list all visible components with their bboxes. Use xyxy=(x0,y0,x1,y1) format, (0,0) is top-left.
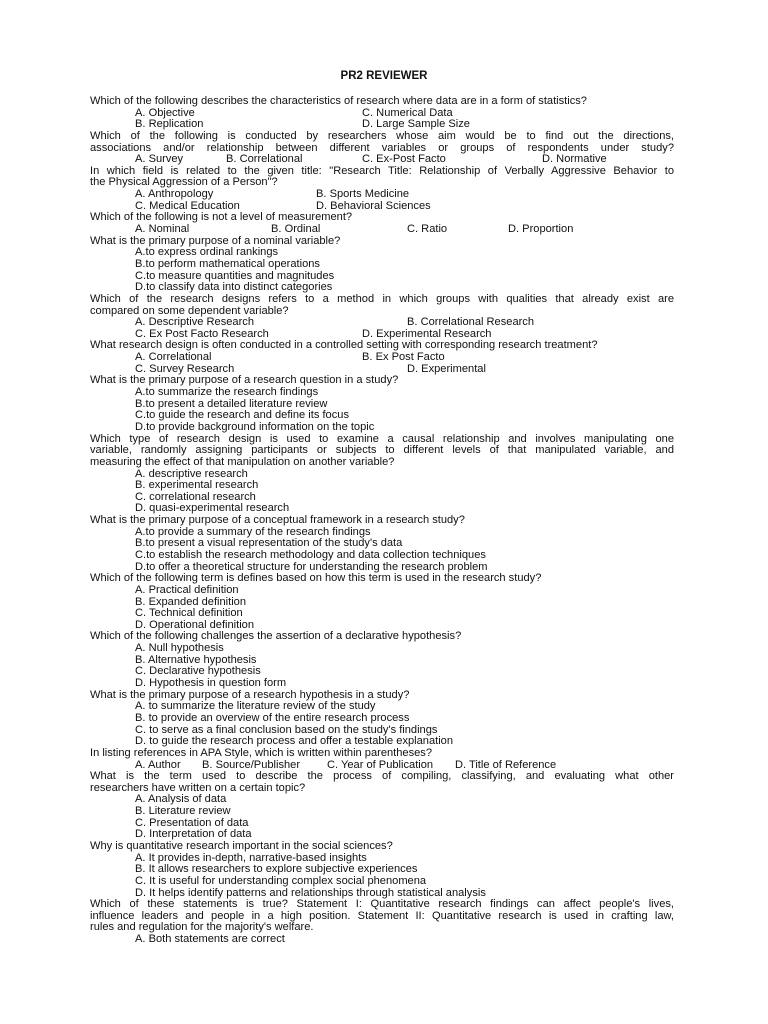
option-c: C. Ratio xyxy=(407,223,448,236)
question-text: What is the primary purpose of a nominal variable? xyxy=(90,234,341,247)
option-c: C. Survey Research xyxy=(135,362,235,375)
option-a: A. Practical definition xyxy=(135,583,239,596)
option-b: B. Literature review xyxy=(135,805,231,818)
option-a: A. Analysis of data xyxy=(135,793,227,806)
option-b: B. Alternative hypothesis xyxy=(135,653,257,666)
option-a: A. to summarize the literature review of the study xyxy=(135,700,376,713)
question-text: compared on some dependent variable? xyxy=(90,304,289,317)
option-d: D.to provide background information on the topic xyxy=(135,420,375,433)
page-title: PR2 REVIEWER xyxy=(340,70,428,82)
question-text: associations and/or relationship between different variables or groups of respondents under study? xyxy=(90,141,674,154)
option-a: A. Correlational xyxy=(135,351,212,364)
option-a: A. Anthropology xyxy=(135,188,214,201)
option-c: C.to guide the research and define its focus xyxy=(135,409,349,422)
option-a: A. Descriptive Research xyxy=(135,316,254,329)
question-text: In which field is related to the given title: "Research Title: Relationship of Verbally Aggressive Behavior to xyxy=(90,164,674,177)
option-d: D. Title of Reference xyxy=(455,758,557,771)
question-text: In listing references in APA Style, which is written within parentheses? xyxy=(90,746,433,759)
question-list xyxy=(90,96,674,946)
question-text: What is the primary purpose of a research question in a study? xyxy=(90,374,399,387)
option-c: C. correlational research xyxy=(135,490,256,503)
option-b: B.to perform mathematical operations xyxy=(135,257,320,270)
option-d: D. to guide the research process and offer a testable explanation xyxy=(135,735,454,748)
option-d: D. Experimental xyxy=(407,362,486,375)
option-a: A. Objective xyxy=(135,106,195,119)
question-text: Which of the following describes the characteristics of research where data are in a form of statistics? xyxy=(90,95,587,107)
option-c: C.to measure quantities and magnitudes xyxy=(135,269,335,282)
question-text: variable, randomly assigning participants or subjects to different levels of that manipulated variable, and xyxy=(90,444,674,457)
option-a: A.to summarize the research findings xyxy=(135,386,319,399)
question-text: What is the primary purpose of a conceptual framework in a research study? xyxy=(90,514,465,527)
option-d: D. Behavioral Sciences xyxy=(316,199,431,212)
question-text: Which of the following is not a level of measurement? xyxy=(90,211,353,224)
option-b: B. to provide an overview of the entire research process xyxy=(135,711,410,724)
option-a: A. Null hypothesis xyxy=(135,642,224,655)
option-c: C. Medical Education xyxy=(135,199,240,212)
question-text: Which of the research designs refers to a method in which groups with qualities that already exist are xyxy=(90,292,674,305)
option-c: C. Ex Post Facto Research xyxy=(135,327,269,340)
option-c: C. Year of Publication xyxy=(327,758,434,771)
option-d: D. Interpretation of data xyxy=(135,828,252,841)
question-text: researchers have written on a certain topic? xyxy=(90,781,306,794)
question-text: influence leaders and people in a high position. Statement II: Quantitative research is used in crafting law, xyxy=(90,909,674,922)
option-a: A. Both statements are correct xyxy=(135,933,285,946)
option-b: B. Sports Medicine xyxy=(316,188,410,201)
option-b: B. Source/Publisher xyxy=(202,758,301,771)
option-a: A. descriptive research xyxy=(135,467,248,480)
option-b: B.to present a detailed literature review xyxy=(135,397,328,410)
option-a: A. Author xyxy=(135,758,181,771)
question-text: measuring the effect of that manipulation on another variable? xyxy=(90,455,395,468)
option-c: C. Presentation of data xyxy=(135,816,249,829)
option-a: A. It provides in-depth, narrative-based insights xyxy=(135,851,367,864)
question-text: the Physical Aggression of a Person"? xyxy=(90,176,278,189)
option-b: B. Correlational xyxy=(226,153,303,166)
option-d: D. Large Sample Size xyxy=(362,118,470,131)
question-text: Which of the following term is defines based on how this term is used in the research study? xyxy=(90,572,542,585)
option-d: D. Experimental Research xyxy=(362,327,492,340)
option-c: C. Numerical Data xyxy=(362,106,453,119)
option-b: B. Replication xyxy=(135,118,204,131)
option-d: D. Hypothesis in question form xyxy=(135,677,287,690)
option-d: D.to offer a theoretical structure for understanding the research problem xyxy=(135,560,488,573)
question-text: What is the term used to describe the process of compiling, classifying, and evaluating what other xyxy=(90,770,674,783)
option-b: B. Ordinal xyxy=(271,223,321,236)
question-text: Which of the following challenges the assertion of a declarative hypothesis? xyxy=(90,630,462,643)
option-b: B. Ex Post Facto xyxy=(362,351,445,364)
option-a: A.to provide a summary of the research findings xyxy=(135,525,371,538)
question-text: Which of these statements is true? Statement I: Quantitative research findings can affect people's lives, xyxy=(90,898,674,911)
option-b: B.to present a visual representation of the study's data xyxy=(135,537,403,550)
question-text: rules and regulation for the majority's welfare. xyxy=(90,921,314,934)
option-a: A. Survey xyxy=(135,153,184,166)
option-d: D. quasi-experimental research xyxy=(135,502,290,515)
question-text: Why is quantitative research important in the social sciences? xyxy=(90,840,393,852)
option-c: C. Technical definition xyxy=(135,607,243,620)
question-text: Which of the following is conducted by researchers whose aim would be to find out the directions, xyxy=(90,129,674,142)
option-a: A. Nominal xyxy=(135,223,190,236)
option-b: B. Correlational Research xyxy=(407,316,535,329)
option-b: B. Expanded definition xyxy=(135,595,247,608)
option-a: A.to express ordinal rankings xyxy=(135,246,279,259)
question-text: Which type of research design is used to examine a causal relationship and involves manipulating one xyxy=(90,432,674,445)
option-d: D. Normative xyxy=(542,153,607,166)
option-c: C.to establish the research methodology and data collection techniques xyxy=(135,548,486,561)
option-b: B. It allows researchers to explore subjective experiences xyxy=(135,863,418,876)
option-d: D.to classify data into distinct categories xyxy=(135,281,333,294)
option-c: C. It is useful for understanding complex social phenomena xyxy=(135,874,427,887)
option-d: D. It helps identify patterns and relationships through statistical analysis xyxy=(135,886,486,899)
option-c: C. Ex-Post Facto xyxy=(362,153,446,166)
option-c: C. to serve as a final conclusion based on the study's findings xyxy=(135,723,438,736)
option-d: D. Proportion xyxy=(508,223,574,236)
option-d: D. Operational definition xyxy=(135,618,255,631)
option-c: C. Declarative hypothesis xyxy=(135,665,261,678)
option-b: B. experimental research xyxy=(135,479,259,492)
question-text: What research design is often conducted in a controlled setting with corresponding research treatment? xyxy=(90,339,598,352)
question-text: What is the primary purpose of a research hypothesis in a study? xyxy=(90,688,410,701)
